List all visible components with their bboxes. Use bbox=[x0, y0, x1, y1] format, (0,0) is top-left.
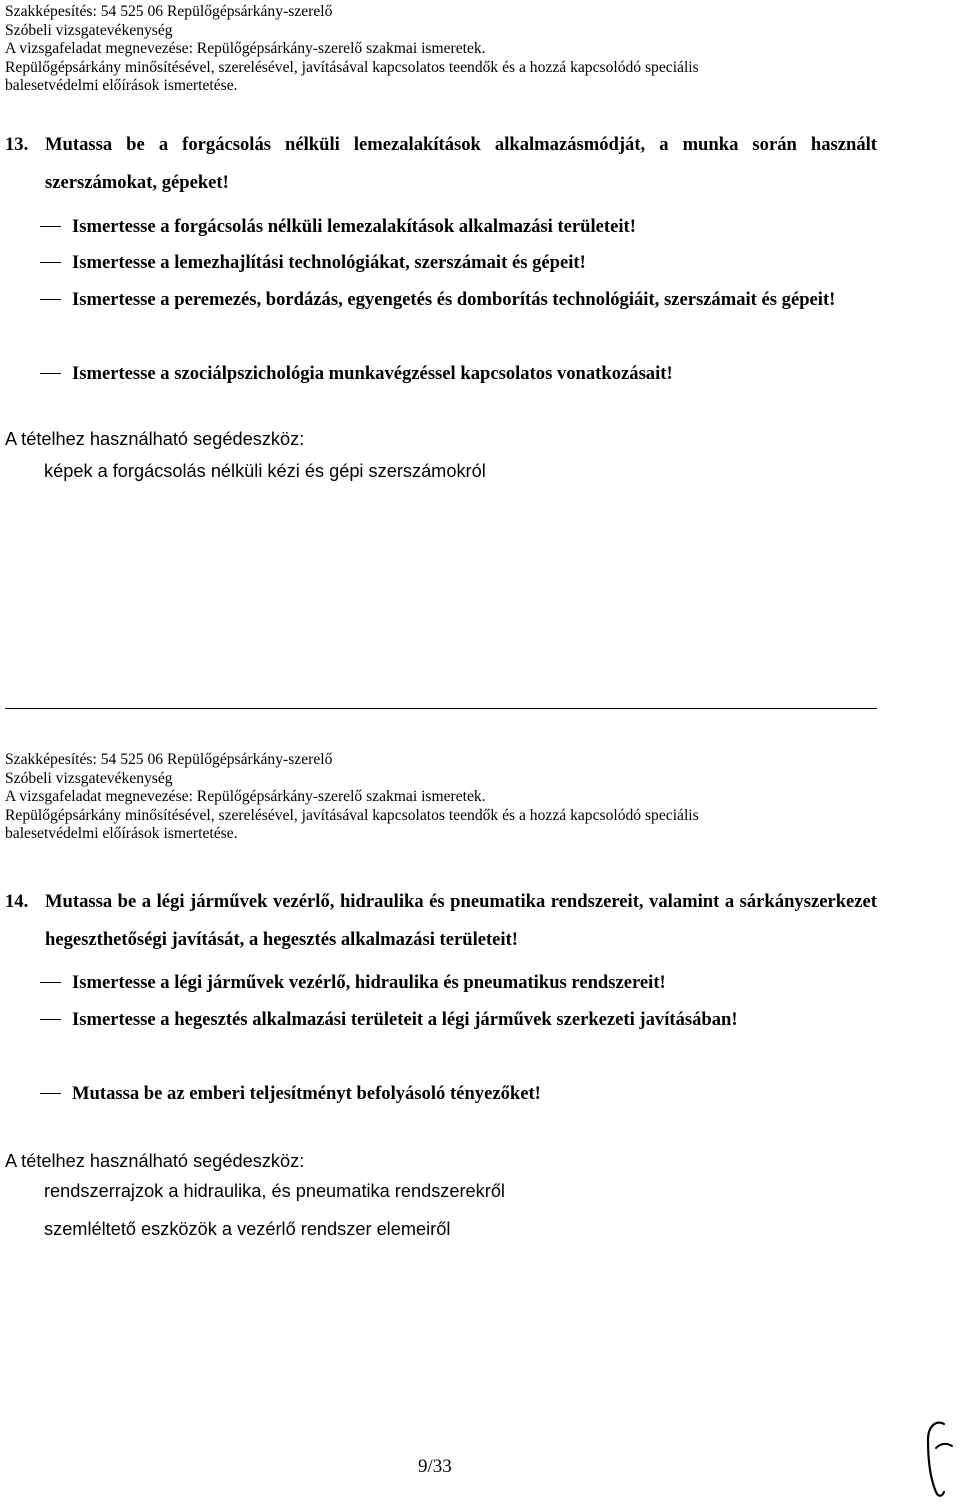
subitem bbox=[40, 244, 877, 281]
dash-bullet-icon bbox=[40, 1019, 61, 1020]
dash-bullet-icon bbox=[40, 982, 61, 983]
question-number: 13. bbox=[5, 134, 29, 155]
subitem bbox=[40, 208, 877, 245]
subitem-text: Mutassa be az emberi teljesítményt befolyásoló tényezőket! bbox=[72, 1083, 541, 1104]
page-divider bbox=[5, 708, 877, 709]
aux-tools-label: A tételhez használható segédeszköz: bbox=[5, 429, 305, 449]
question-text: Mutassa be a légi járművek vezérlő, hidraulika és pneumatika rendszereit, valamint a sárkányszerkezet hegeszthetőségi javítását, a hegesztés alkalmazási területeit! bbox=[45, 891, 877, 950]
question-14 bbox=[5, 883, 877, 959]
aux-tool-item: képek a forgácsolás nélküli kézi és gépi szerszámokról bbox=[44, 461, 486, 481]
dash-bullet-icon bbox=[40, 373, 61, 374]
question-number: 14. bbox=[5, 891, 29, 912]
header-exam-activity: Szóbeli vizsgatevékenység bbox=[5, 769, 173, 787]
header-task-name: A vizsgafeladat megnevezése: Repülőgépsárkány-szerelő szakmai ismeretek. bbox=[5, 40, 486, 58]
subitem bbox=[40, 1001, 877, 1038]
subitem-text: Ismertesse a peremezés, bordázás, egyengetés és domborítás technológiáit, szerszámait és gépeit! bbox=[72, 289, 836, 310]
aux-tool-item: rendszerrajzok a hidraulika, és pneumatika rendszerekről bbox=[44, 1181, 505, 1201]
subitem-text: Ismertesse a lemezhajlítási technológiákat, szerszámait és gépeit! bbox=[72, 252, 586, 273]
question-text: Mutassa be a forgácsolás nélküli lemezalakítások alkalmazásmódját, a munka során használt szerszámokat, gépeket! bbox=[45, 134, 877, 193]
header-task-scope: Repülőgépsárkány minősítésével, szerelésével, javításával kapcsolatos teendők és a hozzá kapcsolódó speciális bbox=[5, 806, 699, 824]
dash-bullet-icon bbox=[40, 299, 61, 300]
subitem bbox=[40, 1075, 877, 1112]
handwritten-signature-icon bbox=[918, 1418, 958, 1505]
header-exam-activity: Szóbeli vizsgatevékenység bbox=[5, 21, 173, 39]
aux-tool-item: szemléltető eszközök a vezérlő rendszer elemeiről bbox=[44, 1219, 451, 1239]
subitem-text: Ismertesse a szociálpszichológia munkavégzéssel kapcsolatos vonatkozásait! bbox=[72, 363, 673, 384]
header-qualification: Szakképesítés: 54 525 06 Repülőgépsárkány-szerelő bbox=[5, 3, 333, 20]
header-block-2 bbox=[5, 751, 877, 844]
header-qualification: Szakképesítés: 54 525 06 Repülőgépsárkány-szerelő bbox=[5, 751, 333, 768]
subitem bbox=[40, 964, 877, 1001]
dash-bullet-icon bbox=[40, 226, 61, 227]
question-13 bbox=[5, 126, 877, 202]
subitem bbox=[40, 355, 877, 392]
header-task-scope-cont: balesetvédelmi előírások ismertetése. bbox=[5, 77, 238, 95]
subitem bbox=[40, 281, 877, 318]
subitem-text: Ismertesse a hegesztés alkalmazási területeit a légi járművek szerkezeti javításában! bbox=[72, 1009, 738, 1030]
aux-tools-label: A tételhez használható segédeszköz: bbox=[5, 1151, 305, 1171]
subitem-text: Ismertesse a légi járművek vezérlő, hidraulika és pneumatikus rendszereit! bbox=[72, 972, 666, 993]
dash-bullet-icon bbox=[40, 262, 61, 263]
header-task-scope: Repülőgépsárkány minősítésével, szerelésével, javításával kapcsolatos teendők és a hozzá kapcsolódó speciális bbox=[5, 58, 699, 76]
header-task-name: A vizsgafeladat megnevezése: Repülőgépsárkány-szerelő szakmai ismeretek. bbox=[5, 788, 486, 806]
page-number: 9/33 bbox=[418, 1456, 452, 1477]
subitem-text: Ismertesse a forgácsolás nélküli lemezalakítások alkalmazási területeit! bbox=[72, 216, 636, 237]
header-task-scope-cont: balesetvédelmi előírások ismertetése. bbox=[5, 825, 238, 843]
dash-bullet-icon bbox=[40, 1093, 61, 1094]
header-block-1 bbox=[5, 3, 877, 96]
